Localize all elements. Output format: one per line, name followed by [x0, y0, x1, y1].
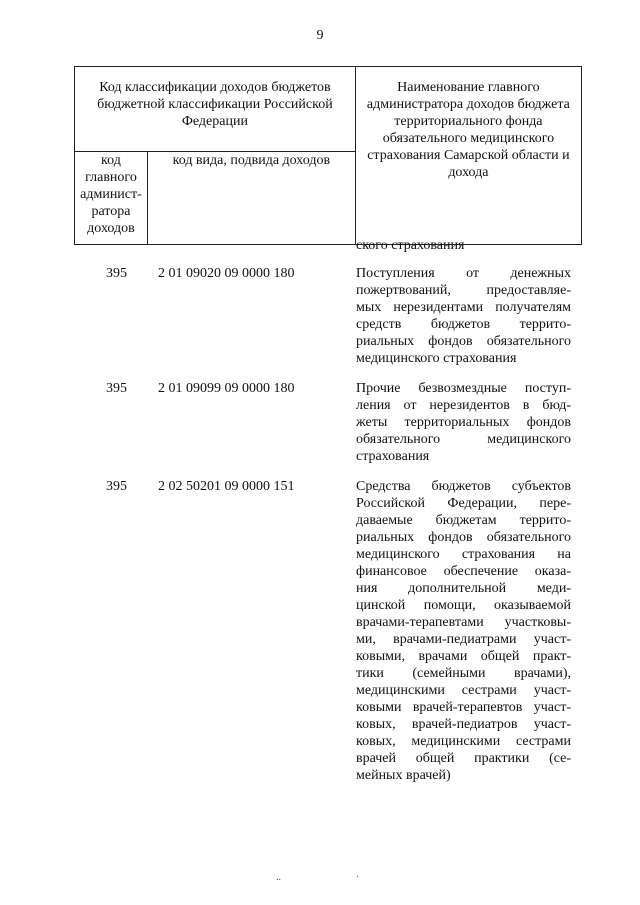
income-name-line: мейных врачей) [356, 768, 451, 783]
footer-mark-right: · [356, 872, 360, 883]
income-name [356, 265, 571, 367]
income-name-line: обязательного медицинского [356, 432, 571, 447]
income-name [356, 478, 571, 784]
income-code: 2 02 50201 09 0000 151 [158, 479, 295, 494]
header-name-column: Наименование главного администратора доходов бюджета территориального фонда обязательного медицинского страхования Самарской области и дохода [355, 67, 581, 245]
income-name-line: пожертвований, предоставляе- [356, 283, 571, 298]
income-name-line: даваемые бюджетам террито- [356, 513, 571, 528]
admin-code: 395 [106, 266, 127, 281]
income-name-line: ми, врачами-педиатрами участ- [356, 632, 571, 647]
income-name-line: ковыми, врачами общей практ- [356, 649, 571, 664]
page-number: 9 [316, 28, 324, 43]
income-name-line: финансовое обеспечение оказа- [356, 564, 571, 579]
income-name-line: медицинского страхования на [356, 547, 571, 562]
income-code: 2 01 09020 09 0000 180 [158, 266, 295, 281]
income-code: 2 01 09099 09 0000 180 [158, 381, 295, 396]
admin-code: 395 [106, 381, 127, 396]
income-name-line: Российской Федерации, пере- [356, 496, 571, 511]
income-name-line: врачами-терапевтами участковы- [356, 615, 571, 630]
income-name-line: ления от нерезидентов в бюд- [356, 398, 571, 413]
carry-over-text: ского страхования [356, 238, 465, 253]
income-name-line: врачей общей практики (се- [356, 751, 571, 766]
income-name-line: средств бюджетов террито- [356, 317, 571, 332]
table-header [74, 66, 582, 245]
header-group-title: Код классификации доходов бюджетов бюджетной классификации Российской Федерации [75, 67, 356, 152]
income-name-line: медицинскими сестрами участ- [356, 683, 571, 698]
income-name-line: ковыми врачей-терапевтов участ- [356, 700, 571, 715]
income-name-line: ния дополнительной меди- [356, 581, 571, 596]
income-name-line: риальных фондов обязательного [356, 530, 571, 545]
income-name-line: риальных фондов обязательного [356, 334, 571, 349]
income-name-line: тики (семейными врачами), [356, 666, 571, 681]
income-name-line: жеты территориальных фондов [356, 415, 571, 430]
header-income-kind-column: код вида, подвида доходов [147, 152, 355, 245]
income-name-line: медицинского страхования [356, 351, 517, 366]
admin-code: 395 [106, 479, 127, 494]
income-name-line: страхования [356, 449, 430, 464]
income-name-line: Прочие безвозмездные поступ- [356, 381, 571, 396]
income-name-line: цинской помощи, оказываемой [356, 598, 571, 613]
header-admin-code-column: код главного админист-ратора доходов [75, 152, 148, 245]
income-name-line: Поступления от денежных [356, 266, 571, 281]
income-name-line: ковых, врачей-педиатров участ- [356, 717, 571, 732]
income-name-line: Средства бюджетов субъектов [356, 479, 571, 494]
income-name-line: ковых, медицинскими сестрами [356, 734, 571, 749]
footer-mark-left: .. [276, 872, 281, 883]
income-name [356, 380, 571, 465]
income-name-line: мых нерезидентами получателям [356, 300, 571, 315]
